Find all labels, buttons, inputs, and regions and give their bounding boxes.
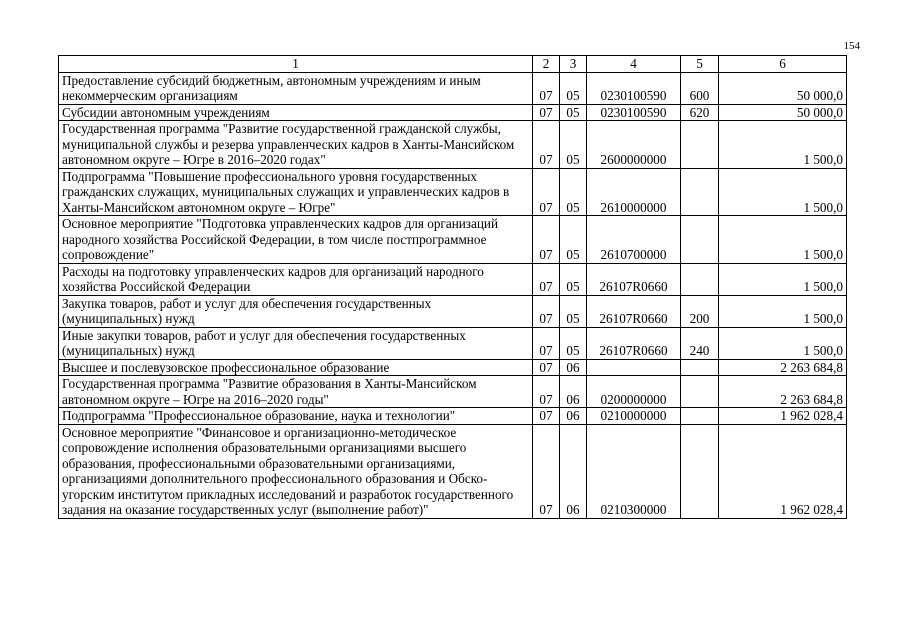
table-row <box>59 424 847 518</box>
row-amount: 1 500,0 <box>719 121 847 169</box>
table-row <box>59 216 847 264</box>
row-subsection-code: 05 <box>560 216 587 264</box>
row-section-code: 07 <box>533 327 560 359</box>
row-expense-type-code: 600 <box>681 72 719 104</box>
row-section-code: 07 <box>533 424 560 518</box>
row-subsection-code: 05 <box>560 104 587 121</box>
row-subsection-code: 05 <box>560 168 587 216</box>
row-name: Государственная программа "Развитие государственной гражданской службы, муниципальной службы и резерва управленческих кадров в Ханты-Мансийском автономном округе – Югре в 2016–2020 годах" <box>59 121 533 169</box>
row-expense-type-code <box>681 263 719 295</box>
budget-table <box>58 55 847 519</box>
row-section-code: 07 <box>533 408 560 425</box>
column-header-3: 3 <box>560 56 587 73</box>
row-expense-type-code <box>681 216 719 264</box>
row-name: Предоставление субсидий бюджетным, автономным учреждениям и иным некоммерческим организациям <box>59 72 533 104</box>
row-name: Расходы на подготовку управленческих кадров для организаций народного хозяйства Российской Федерации <box>59 263 533 295</box>
row-name: Основное мероприятие "Подготовка управленческих кадров для организаций народного хозяйства Российской Федерации, в том числе постпрограммное сопровождение" <box>59 216 533 264</box>
row-expense-type-code <box>681 121 719 169</box>
row-section-code: 07 <box>533 263 560 295</box>
row-target-article-code: 2600000000 <box>587 121 681 169</box>
row-amount: 1 962 028,4 <box>719 408 847 425</box>
row-amount: 50 000,0 <box>719 104 847 121</box>
column-header-5: 5 <box>681 56 719 73</box>
row-target-article-code: 0210000000 <box>587 408 681 425</box>
row-expense-type-code: 200 <box>681 295 719 327</box>
row-amount: 1 500,0 <box>719 168 847 216</box>
row-amount: 50 000,0 <box>719 72 847 104</box>
row-target-article-code: 0210300000 <box>587 424 681 518</box>
row-subsection-code: 06 <box>560 408 587 425</box>
row-subsection-code: 05 <box>560 72 587 104</box>
row-section-code: 07 <box>533 168 560 216</box>
page-number: 154 <box>843 40 860 52</box>
row-expense-type-code: 620 <box>681 104 719 121</box>
row-expense-type-code <box>681 376 719 408</box>
table-row <box>59 72 847 104</box>
row-subsection-code: 05 <box>560 121 587 169</box>
row-amount: 1 500,0 <box>719 327 847 359</box>
row-name: Высшее и послевузовское профессиональное образование <box>59 359 533 376</box>
row-amount: 1 500,0 <box>719 295 847 327</box>
table-row <box>59 327 847 359</box>
row-name: Государственная программа "Развитие образования в Ханты-Мансийском автономном округе – Югре на 2016–2020 годы" <box>59 376 533 408</box>
table-row <box>59 359 847 376</box>
row-section-code: 07 <box>533 121 560 169</box>
row-target-article-code: 2610000000 <box>587 168 681 216</box>
table-row <box>59 376 847 408</box>
row-target-article-code: 26107R0660 <box>587 263 681 295</box>
row-target-article-code: 26107R0660 <box>587 295 681 327</box>
row-subsection-code: 05 <box>560 327 587 359</box>
row-amount: 2 263 684,8 <box>719 359 847 376</box>
row-subsection-code: 05 <box>560 295 587 327</box>
table-row <box>59 121 847 169</box>
row-name: Подпрограмма "Профессиональное образование, наука и технологии" <box>59 408 533 425</box>
row-name: Субсидии автономным учреждениям <box>59 104 533 121</box>
row-name: Закупка товаров, работ и услуг для обеспечения государственных (муниципальных) нужд <box>59 295 533 327</box>
row-amount: 1 500,0 <box>719 216 847 264</box>
row-expense-type-code <box>681 168 719 216</box>
row-amount: 2 263 684,8 <box>719 376 847 408</box>
row-expense-type-code: 240 <box>681 327 719 359</box>
row-section-code: 07 <box>533 216 560 264</box>
row-target-article-code: 2610700000 <box>587 216 681 264</box>
row-subsection-code: 06 <box>560 424 587 518</box>
column-header-2: 2 <box>533 56 560 73</box>
row-section-code: 07 <box>533 376 560 408</box>
row-name: Подпрограмма "Повышение профессионального уровня государственных гражданских служащих, муниципальных служащих и управленческих кадров в Ханты-Мансийском автономном округе – Югре" <box>59 168 533 216</box>
row-name: Основное мероприятие "Финансовое и организационно-методическое сопровождение исполнения образовательными организациями высшего образования, профессиональными образовательными организациями, организациями дополнительного профессионального образования и Обско-угорским институтом прикладных исследований и разработок государственного задания на оказание государственных услуг (выполнение работ)" <box>59 424 533 518</box>
row-section-code: 07 <box>533 359 560 376</box>
row-target-article-code: 26107R0660 <box>587 327 681 359</box>
row-name: Иные закупки товаров, работ и услуг для обеспечения государственных (муниципальных) нужд <box>59 327 533 359</box>
row-section-code: 07 <box>533 295 560 327</box>
row-target-article-code: 0230100590 <box>587 72 681 104</box>
table-row <box>59 168 847 216</box>
row-subsection-code: 06 <box>560 376 587 408</box>
row-subsection-code: 06 <box>560 359 587 376</box>
column-header-1: 1 <box>59 56 533 73</box>
table-row <box>59 295 847 327</box>
table-row <box>59 263 847 295</box>
row-section-code: 07 <box>533 72 560 104</box>
table-row <box>59 104 847 121</box>
row-expense-type-code <box>681 359 719 376</box>
table-row <box>59 408 847 425</box>
row-target-article-code: 0200000000 <box>587 376 681 408</box>
row-subsection-code: 05 <box>560 263 587 295</box>
column-header-6: 6 <box>719 56 847 73</box>
row-target-article-code: 0230100590 <box>587 104 681 121</box>
row-amount: 1 500,0 <box>719 263 847 295</box>
row-target-article-code <box>587 359 681 376</box>
column-header-4: 4 <box>587 56 681 73</box>
row-expense-type-code <box>681 408 719 425</box>
row-section-code: 07 <box>533 104 560 121</box>
table-header-row <box>59 56 847 73</box>
row-amount: 1 962 028,4 <box>719 424 847 518</box>
row-expense-type-code <box>681 424 719 518</box>
